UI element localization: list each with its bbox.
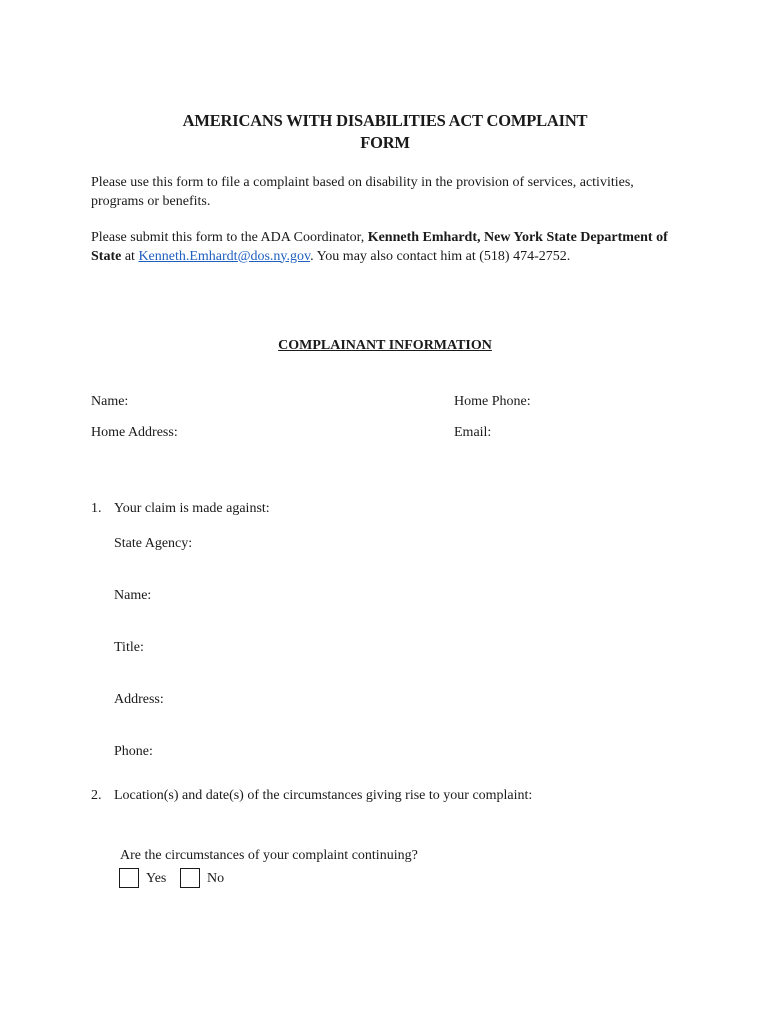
complainant-information-heading: COMPLAINANT INFORMATION xyxy=(278,338,492,353)
no-checkbox[interactable] xyxy=(180,868,200,888)
respondent-phone-label: Phone: xyxy=(114,744,153,759)
complainant-name-label: Name: xyxy=(91,394,129,409)
home-phone-label: Home Phone: xyxy=(454,394,531,409)
home-address-label: Home Address: xyxy=(91,425,178,440)
coordinator-name: Kenneth Emhardt, New York State Department of State xyxy=(91,230,668,264)
instructions-text-start: Please submit this form to the ADA Coordinator, xyxy=(91,230,368,245)
yes-label: Yes xyxy=(146,871,167,886)
question-2-text: Location(s) and date(s) of the circumstances giving rise to your complaint: xyxy=(114,788,533,803)
respondent-address-label: Address: xyxy=(114,692,164,707)
respondent-name-label: Name: xyxy=(114,588,152,603)
question-2-number: 2. xyxy=(91,788,102,803)
form-title: AMERICANS WITH DISABILITIES ACT COMPLAINT xyxy=(182,111,588,130)
continuing-question: Are the circumstances of your complaint continuing? xyxy=(120,848,418,863)
question-1-number: 1. xyxy=(91,501,102,516)
intro-paragraph: Please use this form to file a complaint based on disability in the provision of services, activities, programs or benefits. xyxy=(91,175,634,209)
yes-checkbox[interactable] xyxy=(119,868,139,888)
instructions-text-end: . You may also contact him at (518) 474-2752. xyxy=(310,248,571,264)
form-title-continued: FORM xyxy=(360,133,410,152)
instructions-text-at: at xyxy=(121,248,139,264)
respondent-title-label: Title: xyxy=(114,640,144,655)
coordinator-email-link[interactable]: Kenneth.Emhardt@dos.ny.gov xyxy=(138,248,311,264)
question-1-text: Your claim is made against: xyxy=(114,501,270,516)
submission-instructions xyxy=(91,229,681,266)
no-label: No xyxy=(207,871,225,886)
email-label: Email: xyxy=(454,425,492,440)
state-agency-label: State Agency: xyxy=(114,536,193,551)
